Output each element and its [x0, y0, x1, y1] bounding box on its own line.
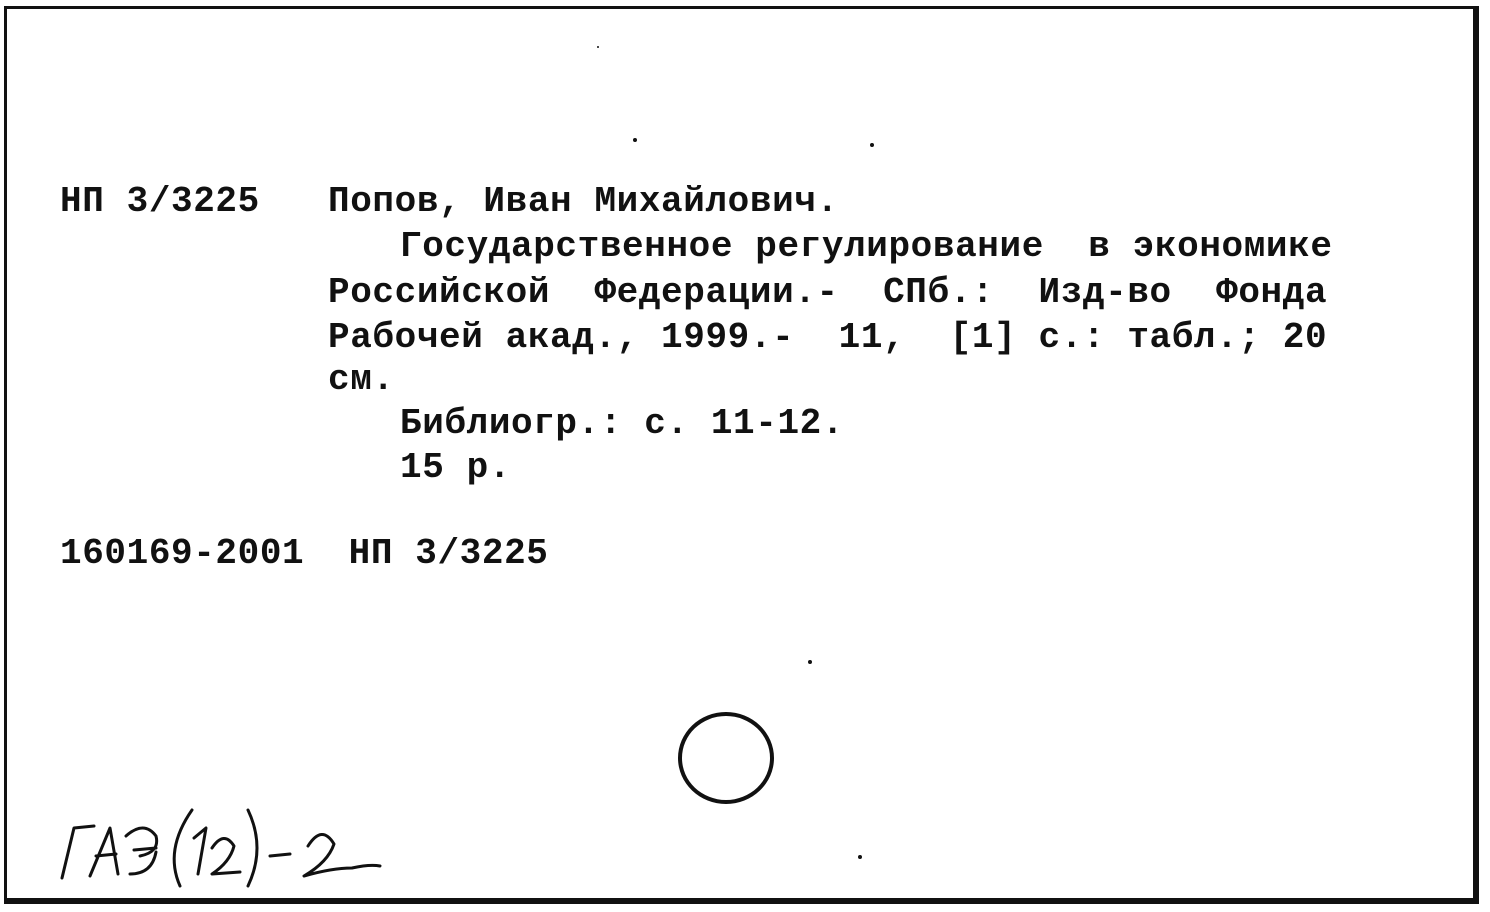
footer-inventory-number: 160169-2001 НП 3/3225	[60, 533, 549, 574]
handwritten-shelf-mark	[52, 790, 392, 890]
speck	[633, 138, 637, 142]
speck	[870, 143, 874, 147]
card-hole	[678, 712, 774, 804]
speck	[858, 855, 862, 859]
speck	[597, 46, 599, 48]
title-line-2: Российской Федерации.- СПб.: Изд-во Фонда	[328, 272, 1328, 313]
bibliography-note: Библиогр.: с. 11-12.	[400, 403, 845, 444]
title-line-3: Рабочей акад., 1999.- 11, [1] с.: табл.; 20	[328, 317, 1328, 358]
title-line-1: Государственное регулирование в экономике	[400, 226, 1333, 267]
title-line-4: см.	[328, 359, 395, 400]
author-heading: Попов, Иван Михайлович.	[328, 181, 839, 222]
call-number: НП 3/3225	[60, 181, 260, 222]
speck	[808, 660, 812, 664]
price-note: 15 р.	[400, 447, 512, 488]
